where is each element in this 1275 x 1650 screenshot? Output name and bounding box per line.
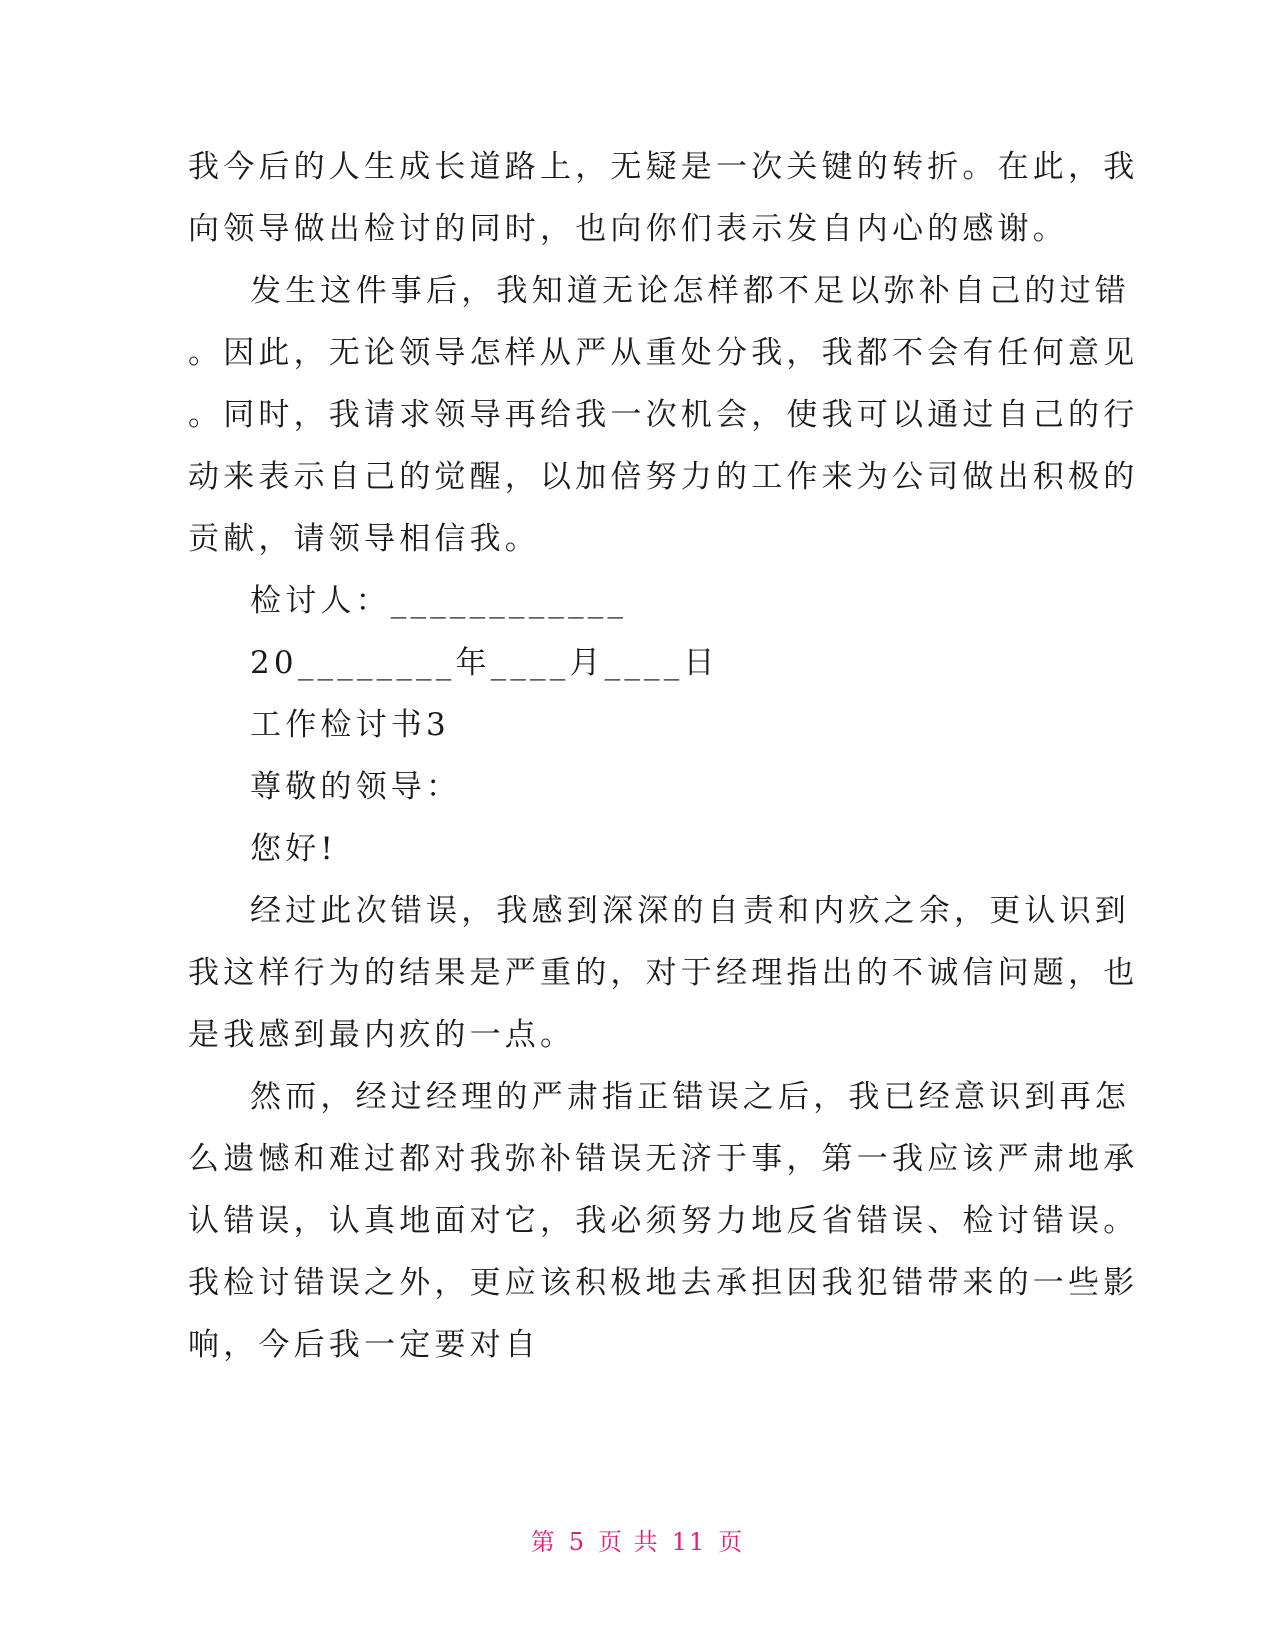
page-label-mid: 页 共	[598, 1528, 660, 1556]
page-number-footer	[0, 1527, 1275, 1557]
current-page-number: 5	[568, 1528, 587, 1556]
signature-line: 检讨人：____________	[250, 583, 628, 619]
total-pages-number: 11	[671, 1528, 707, 1556]
paragraph-line: 动来表示自己的觉醒，以加倍努力的工作来为公司做出积极的	[188, 459, 1139, 495]
paragraph-line: 发生这件事后，我知道无论怎样都不足以弥补自己的过错	[250, 273, 1130, 309]
paragraph-line: 我这样行为的结果是严重的，对于经理指出的不诚信问题，也	[188, 955, 1139, 991]
page-label-suffix: 页	[718, 1528, 745, 1556]
paragraph-line: 是我感到最内疚的一点。	[188, 1017, 576, 1053]
document-body	[188, 136, 1139, 1376]
paragraph-line: 我今后的人生成长道路上，无疑是一次关键的转折。在此，我	[188, 149, 1139, 185]
paragraph-line: 。同时，我请求领导再给我一次机会，使我可以通过自己的行	[188, 397, 1139, 433]
paragraph-line: 我检讨错误之外，更应该积极地去承担因我犯错带来的一些影	[188, 1265, 1139, 1301]
paragraph-line: 。因此，无论领导怎样从严从重处分我，我都不会有任何意见	[188, 335, 1139, 371]
greeting: 您好!	[250, 831, 338, 867]
paragraph-line: 响，今后我一定要对自	[188, 1327, 540, 1363]
date-line: 20________年____月____日	[250, 645, 719, 681]
section-title: 工作检讨书3	[250, 707, 450, 743]
paragraph-line: 认错误，认真地面对它，我必须努力地反省错误、检讨错误。	[188, 1203, 1139, 1239]
paragraph-line: 然而，经过经理的严肃指正错误之后，我已经意识到再怎	[250, 1079, 1130, 1115]
paragraph-line: 经过此次错误，我感到深深的自责和内疚之余，更认识到	[250, 893, 1130, 929]
page-label-prefix: 第	[530, 1528, 557, 1556]
paragraph-line: 贡献，请领导相信我。	[188, 521, 540, 557]
salutation: 尊敬的领导：	[250, 769, 462, 805]
paragraph-line: 么遗憾和难过都对我弥补错误无济于事，第一我应该严肃地承	[188, 1141, 1139, 1177]
paragraph-line: 向领导做出检讨的同时，也向你们表示发自内心的感谢。	[188, 211, 1068, 247]
